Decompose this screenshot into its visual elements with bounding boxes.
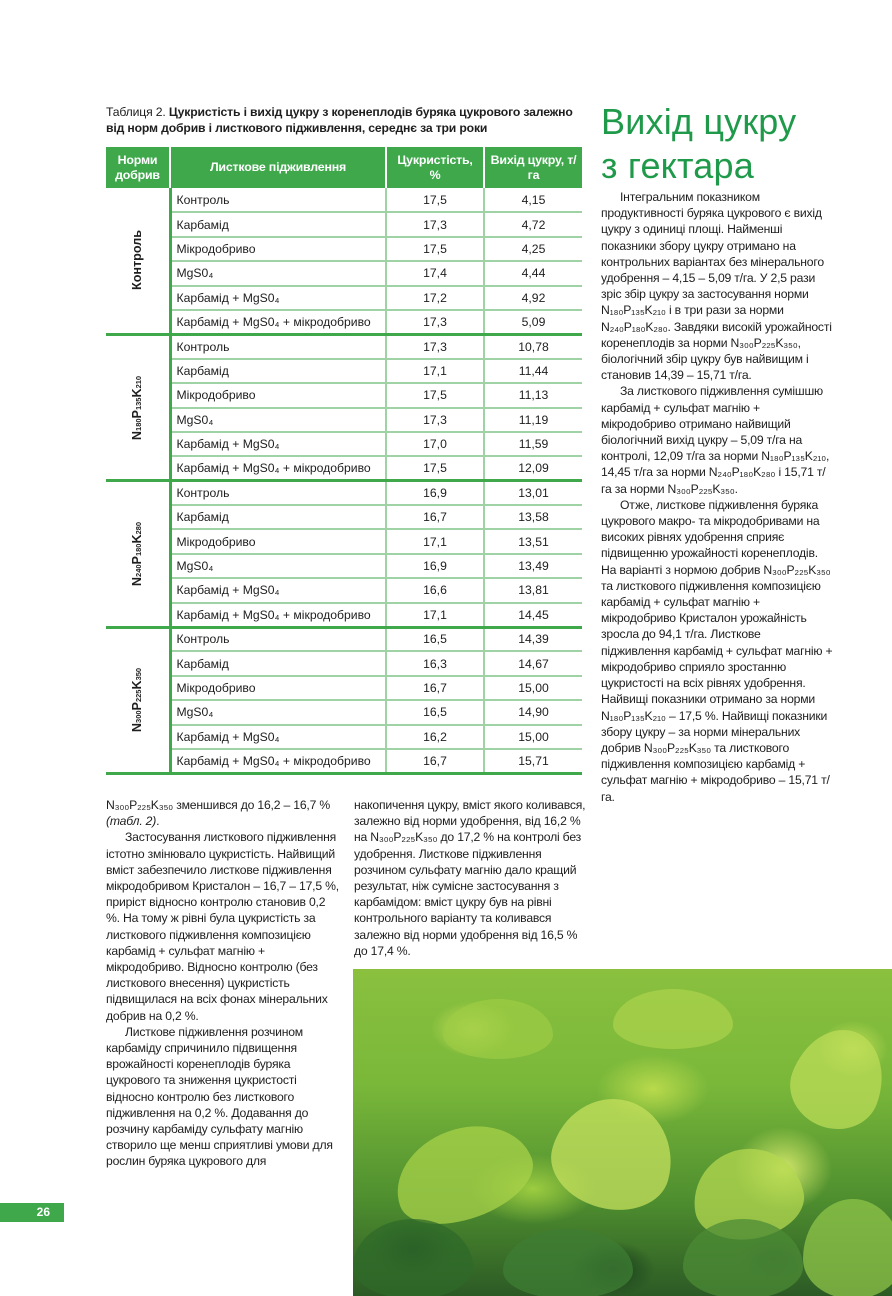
sugar-yield-cell: 13,49 xyxy=(484,554,582,578)
table-row xyxy=(106,408,582,432)
treatment-cell: Контроль xyxy=(170,188,386,212)
treatment-cell: Карбамід xyxy=(170,212,386,236)
treatment-cell: Контроль xyxy=(170,481,386,505)
table-row xyxy=(106,432,582,456)
treatment-cell: Карбамід + MgS0₄ xyxy=(170,286,386,310)
page-number: 26 xyxy=(0,1203,64,1222)
sugar-content-cell: 17,0 xyxy=(386,432,484,456)
table-row xyxy=(106,529,582,553)
sugar-yield-table xyxy=(106,147,582,775)
treatment-cell: MgS0₄ xyxy=(170,261,386,285)
table-row xyxy=(106,310,582,334)
treatment-cell: Карбамід xyxy=(170,359,386,383)
paragraph: Отже, листкове підживлення буряка цукрового макро- та мікродобривами на високих рівнях удобрення сприяє підвищенню урожайності коренеплодів. На варіанті з нормою добрив N₃₀₀P₂₂₅K₃₅₀ та листкового підживлення композицією карбамід + сульфат магнію + мікродобриво Кристалон урожайність зросла до 94,1 т/га. Листкове підживлення карбамід + сульфат магнію + мікродобриво сприяло зростанню цукристості на всіх рівнях удобрення. Найвищі показники отримано за норми N₁₈₀P₁₃₅K₂₁₀ – 17,5 %. Найвищі показники збору цукру – за норми мінеральних добрив N₃₀₀P₂₂₅K₃₅₀ та листкового підживлення композицією карбамід + сульфат магнію + мікродобриво – 15,71 т/га. xyxy=(601,497,833,804)
sugar-content-cell: 17,1 xyxy=(386,359,484,383)
table-row xyxy=(106,700,582,724)
table-row xyxy=(106,334,582,358)
sugar-beet-field-photo xyxy=(353,969,892,1296)
sugar-content-cell: 17,3 xyxy=(386,310,484,334)
fertilizer-group-label xyxy=(106,481,170,627)
table-row xyxy=(106,237,582,261)
sugar-yield-cell: 14,90 xyxy=(484,700,582,724)
table-row xyxy=(106,554,582,578)
table-row xyxy=(106,188,582,212)
table-row xyxy=(106,603,582,627)
sugar-content-cell: 16,5 xyxy=(386,627,484,651)
sugar-yield-cell: 11,13 xyxy=(484,383,582,407)
treatment-cell: MgS0₄ xyxy=(170,700,386,724)
middle-text-column xyxy=(354,797,590,959)
sugar-yield-cell: 15,00 xyxy=(484,676,582,700)
table-row xyxy=(106,505,582,529)
treatment-cell: Мікродобриво xyxy=(170,676,386,700)
treatment-cell: Мікродобриво xyxy=(170,383,386,407)
sugar-content-cell: 16,9 xyxy=(386,554,484,578)
table-row xyxy=(106,212,582,236)
sugar-yield-cell: 4,25 xyxy=(484,237,582,261)
sugar-yield-cell: 4,15 xyxy=(484,188,582,212)
treatment-cell: MgS0₄ xyxy=(170,408,386,432)
treatment-cell: MgS0₄ xyxy=(170,554,386,578)
paragraph: Застосування листкового підживлення істотно змінювало цукристість. Найвищий вміст забезпечило листкове підживлення мікродобривом Кристалон – 16,7 – 17,5 %, приріст відносно контролю становив 0,2 %. На тому ж рівні була цукристість за листкового підживлення композицією карбамід + сульфат магнію + мікродобриво. Відносно контролю (без листкового внесення) цукристість підвищилася на всіх фонах мінеральних добрив на 0,2 %. xyxy=(106,830,339,1023)
table-caption-title: Цукристість і вихід цукру з коренеплодів буряка цукрового залежно від норм добрив і листкового підживлення, середнє за три роки xyxy=(106,105,573,135)
fertilizer-group-label xyxy=(106,188,170,334)
treatment-cell: Мікродобриво xyxy=(170,529,386,553)
table-row xyxy=(106,456,582,480)
fertilizer-group-text: Контроль xyxy=(130,230,145,291)
paragraph-text: . xyxy=(156,814,160,829)
sugar-content-cell: 17,5 xyxy=(386,383,484,407)
paragraph-text: N₃₀₀P₂₂₅K₃₅₀ зменшився до 16,2 – 16,7 % xyxy=(106,798,330,812)
sugar-yield-cell: 12,09 xyxy=(484,456,582,480)
section-heading xyxy=(601,100,796,188)
treatment-cell: Карбамід + MgS0₄ xyxy=(170,578,386,602)
sugar-content-cell: 16,7 xyxy=(386,749,484,773)
left-text-column xyxy=(106,797,342,1170)
table-row xyxy=(106,578,582,602)
sugar-content-cell: 16,2 xyxy=(386,725,484,749)
sugar-yield-cell: 13,58 xyxy=(484,505,582,529)
table-row xyxy=(106,749,582,773)
sugar-yield-cell: 11,19 xyxy=(484,408,582,432)
fertilizer-group-label xyxy=(106,627,170,773)
treatment-cell: Карбамід + MgS0₄ + мікродобриво xyxy=(170,603,386,627)
sugar-content-cell: 16,6 xyxy=(386,578,484,602)
paragraph: Інтегральним показником продуктивності буряка цукрового є вихід цукру з одиниці площі. Найменші показники збору цукру отримано на контрольних варіантах без мінерального удобрення – 4,15 – 5,09 т/га. У 2,5 рази зріс збір цукру за застосування норми N₁₈₀P₁₃₅K₂₁₀ і в три рази за норми N₂₄₀P₁₈₀K₂₈₀. Завдяки високій урожайності коренеплодів за норми N₃₀₀P₂₂₅K₃₅₀, біологічний збір цукру був найвищим і становив 14,39 – 15,71 т/га. xyxy=(601,190,832,383)
sugar-content-cell: 16,7 xyxy=(386,505,484,529)
table-row xyxy=(106,725,582,749)
treatment-cell: Карбамід + MgS0₄ + мікродобриво xyxy=(170,749,386,773)
sugar-content-cell: 17,3 xyxy=(386,408,484,432)
sugar-yield-cell: 14,39 xyxy=(484,627,582,651)
treatment-cell: Карбамід + MgS0₄ xyxy=(170,725,386,749)
fertilizer-group-text: N300P225K350 xyxy=(130,668,145,733)
table-row xyxy=(106,651,582,675)
sugar-yield-cell: 13,01 xyxy=(484,481,582,505)
sugar-content-cell: 17,5 xyxy=(386,188,484,212)
paragraph: накопичення цукру, вміст якого коливався, залежно від норми удобрення, від 16,2 % на N₃₀₀P₂₂₅K₃₅₀ до 17,2 % на контролі без удобрення. Листкове підживлення розчином сульфату магнію дало кращий результат, ніж сумісне застосування з карбамідом: вміст цукру був на рівні контрольного варіанту та коливався залежно від норми удобрення від 16,5 % до 17,4 %. xyxy=(354,798,586,958)
treatment-cell: Карбамід + MgS0₄ xyxy=(170,432,386,456)
sugar-yield-cell: 11,44 xyxy=(484,359,582,383)
treatment-cell: Контроль xyxy=(170,334,386,358)
table-row xyxy=(106,627,582,651)
treatment-cell: Карбамід + MgS0₄ + мікродобриво xyxy=(170,310,386,334)
right-text-column xyxy=(601,189,833,805)
sugar-yield-cell: 14,67 xyxy=(484,651,582,675)
sugar-content-cell: 17,1 xyxy=(386,603,484,627)
section-heading-line1: Вихід цукру xyxy=(601,101,797,142)
table-row xyxy=(106,286,582,310)
fertilizer-group-text: N240P180K280 xyxy=(130,521,145,586)
section-heading-line2: з гектара xyxy=(601,145,754,186)
sugar-content-cell: 17,1 xyxy=(386,529,484,553)
table-row xyxy=(106,261,582,285)
table-caption xyxy=(106,104,586,136)
header-sugar-yield: Вихід цукру, т/га xyxy=(484,147,582,188)
sugar-yield-cell: 13,51 xyxy=(484,529,582,553)
paragraph: Листкове підживлення розчином карбаміду спричинило підвищення врожайності коренеплодів буряка цукрового та зниження цукристості відносно контролю без листкового підживлення на 0,2 %. Додавання до розчину карбаміду сульфату магнію створило ще менш сприятливі умови для рослин буряка цукрового для xyxy=(106,1024,333,1169)
sugar-content-cell: 17,3 xyxy=(386,334,484,358)
sugar-yield-cell: 14,45 xyxy=(484,603,582,627)
fertilizer-group-label xyxy=(106,334,170,480)
paragraph xyxy=(106,797,342,829)
sugar-yield-cell: 11,59 xyxy=(484,432,582,456)
sugar-yield-cell: 15,00 xyxy=(484,725,582,749)
sugar-content-cell: 16,7 xyxy=(386,676,484,700)
table-row xyxy=(106,676,582,700)
sugar-content-cell: 16,5 xyxy=(386,700,484,724)
paragraph: За листкового підживлення сумішшю карбамід + сульфат магнію + мікродобриво отримано найвищий біологічний вихід цукру – 5,09 т/га на контролі, 12,09 т/га за норми N₁₈₀P₁₃₅K₂₁₀, 14,45 т/га за норми N₂₄₀P₁₈₀K₂₈₀ і 15,71 т/га за норми N₃₀₀P₂₂₅K₃₅₀. xyxy=(601,384,830,496)
table-header-row xyxy=(106,147,582,188)
sugar-yield-cell: 15,71 xyxy=(484,749,582,773)
header-sugar-content: Цукристість, % xyxy=(386,147,484,188)
treatment-cell: Контроль xyxy=(170,627,386,651)
sugar-content-cell: 17,3 xyxy=(386,212,484,236)
header-fertilizer-rate: Норми добрив xyxy=(106,147,170,188)
sugar-content-cell: 17,5 xyxy=(386,237,484,261)
table-caption-lead: Таблиця 2. xyxy=(106,105,169,119)
sugar-content-cell: 16,3 xyxy=(386,651,484,675)
sugar-yield-cell: 4,72 xyxy=(484,212,582,236)
sugar-content-cell: 17,2 xyxy=(386,286,484,310)
treatment-cell: Карбамід + MgS0₄ + мікродобриво xyxy=(170,456,386,480)
table-row xyxy=(106,359,582,383)
header-foliar-feeding: Листкове підживлення xyxy=(170,147,386,188)
sugar-content-cell: 17,4 xyxy=(386,261,484,285)
treatment-cell: Карбамід xyxy=(170,505,386,529)
fertilizer-group-text: N180P135K210 xyxy=(130,375,145,440)
sugar-yield-cell: 4,92 xyxy=(484,286,582,310)
sugar-yield-cell: 10,78 xyxy=(484,334,582,358)
table-row xyxy=(106,481,582,505)
treatment-cell: Карбамід xyxy=(170,651,386,675)
table-reference: (табл. 2) xyxy=(106,814,157,829)
sugar-yield-cell: 4,44 xyxy=(484,261,582,285)
table-row xyxy=(106,383,582,407)
sugar-yield-cell: 5,09 xyxy=(484,310,582,334)
treatment-cell: Мікродобриво xyxy=(170,237,386,261)
sugar-content-cell: 17,5 xyxy=(386,456,484,480)
sugar-yield-cell: 13,81 xyxy=(484,578,582,602)
sugar-content-cell: 16,9 xyxy=(386,481,484,505)
